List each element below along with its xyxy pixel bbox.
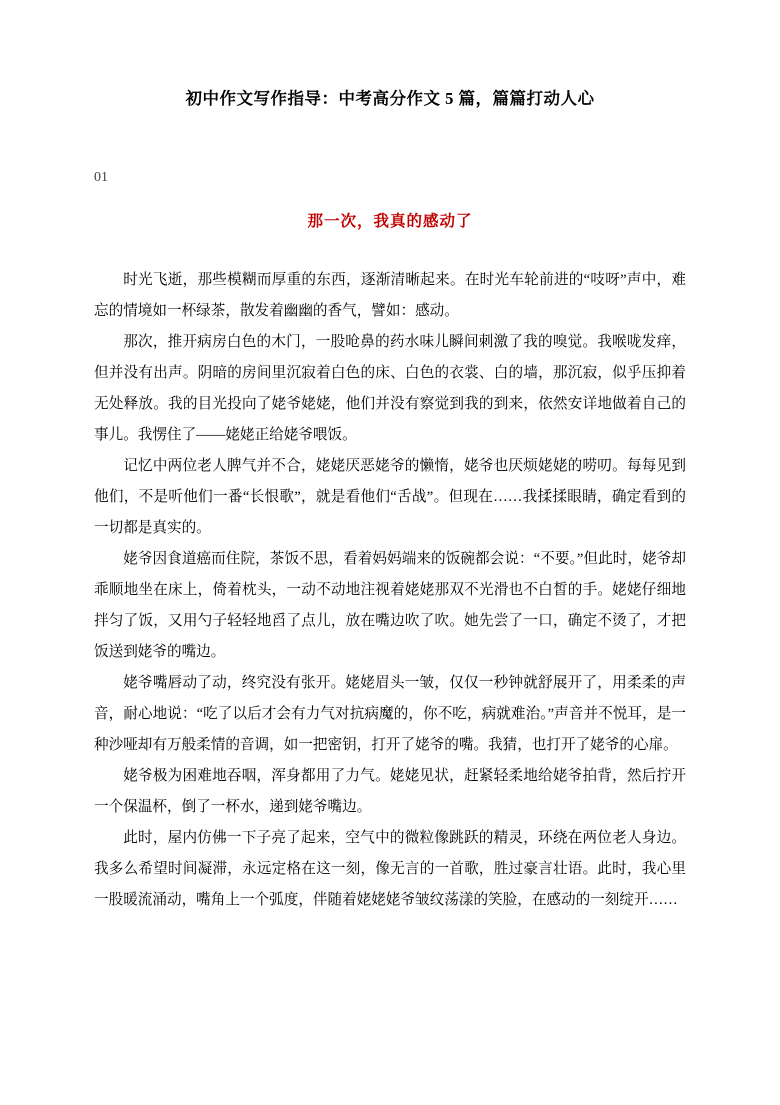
paragraph: 此时，屋内仿佛一下子亮了起来，空气中的微粒像跳跃的精灵，环绕在两位老人身边。我多么希望时间凝滞，永远定格在这一刻，像无言的一首歌，胜过豪言壮语。此时，我心里一股暖流涌动，嘴角上一个弧度，伴随着姥姥姥爷皱纹荡漾的笑脸，在感动的一刻绽开…… — [94, 829, 686, 908]
paragraph: 姥爷因食道癌而住院，茶饭不思，看着妈妈端来的饭碗都会说：“不要。”但此时，姥爷却乖顺地坐在床上，倚着枕头，一动不动地注视着姥姥那双不光滑也不白皙的手。姥姥仔细地拌匀了饭，又用勺子轻轻地舀了点儿，放在嘴边吹了吹。她先尝了一口，确定不烫了，才把饭送到姥爷的嘴边。 — [94, 550, 686, 660]
page-title: 初中作文写作指导：中考高分作文 5 篇，篇篇打动人心 — [185, 89, 595, 108]
section-title: 那一次，我真的感动了 — [307, 212, 473, 230]
body-text — [94, 265, 686, 916]
paragraph: 姥爷极为困难地吞咽，浑身都用了力气。姥姥见状，赶紧轻柔地给姥爷拍背，然后拧开一个保温杯，倒了一杯水，递到姥爷嘴边。 — [94, 767, 686, 815]
section-number: 01 — [94, 170, 108, 186]
paragraph: 记忆中两位老人脾气并不合，姥姥厌恶姥爷的懒惰，姥爷也厌烦姥姥的唠叨。每每见到他们，不是听他们一番“长恨歌”，就是看他们“舌战”。但现在……我揉揉眼睛，确定看到的一切都是真实的。 — [94, 457, 686, 536]
paragraph: 姥爷嘴唇动了动，终究没有张开。姥姥眉头一皱，仅仅一秒钟就舒展开了，用柔柔的声音，耐心地说：“吃了以后才会有力气对抗病魔的，你不吃，病就难治。”声音并不悦耳，是一种沙哑却有万般柔情的音调，如一把密钥，打开了姥爷的嘴。我猜，也打开了姥爷的心扉。 — [94, 674, 686, 753]
paragraph: 时光飞逝，那些模糊而厚重的东西，逐渐清晰起来。在时光车轮前进的“吱呀”声中，难忘的情境如一杯绿茶，散发着幽幽的香气，譬如：感动。 — [94, 271, 686, 319]
paragraph: 那次，推开病房白色的木门，一股呛鼻的药水味儿瞬间刺激了我的嗅觉。我喉咙发痒，但并没有出声。阴暗的房间里沉寂着白色的床、白色的衣裳、白的墙，那沉寂，似乎压抑着无处释放。我的目光投向了姥爷姥姥，他们并没有察觉到我的到来，依然安详地做着自己的事儿。我愣住了——姥姥正给姥爷喂饭。 — [94, 333, 686, 443]
